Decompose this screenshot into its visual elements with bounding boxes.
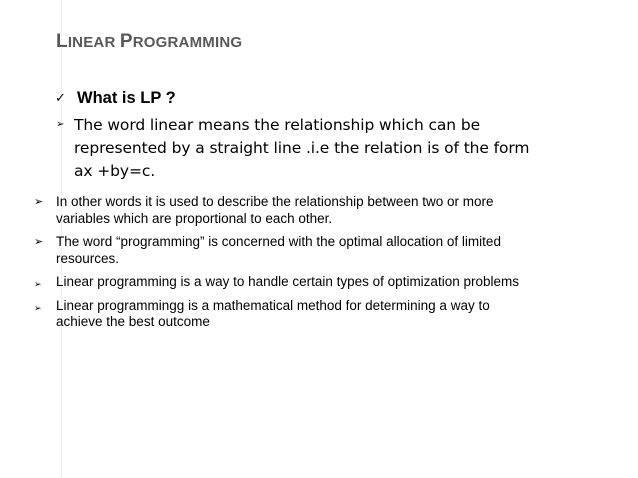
title-cap-l: L xyxy=(56,31,68,52)
title-cap-p: P xyxy=(119,31,133,52)
bullet-line: The word “programming” is concerned with the optimal allocation of limited xyxy=(56,234,501,249)
slide-title xyxy=(56,31,242,53)
check-icon: ✓ xyxy=(55,90,66,105)
definition-line: ax +by=c. xyxy=(74,162,156,180)
arrow-bullet-icon: ➢ xyxy=(34,279,42,289)
bullet-line: Linear programming is a way to handle certain types of optimization problems xyxy=(56,274,519,289)
definition-block xyxy=(56,114,616,183)
question-row xyxy=(55,86,176,110)
arrow-bullet-icon: ➢ xyxy=(34,302,42,313)
arrow-bullet-icon: ➢ xyxy=(56,119,65,130)
bullet-line: variables which are proportional to each other. xyxy=(56,210,333,226)
arrow-bullet-icon: ➢ xyxy=(34,196,44,208)
bullet-item xyxy=(34,234,624,267)
bullet-line: In other words it is used to describe the relationship between two or more xyxy=(56,194,494,209)
bullet-list xyxy=(34,194,624,338)
title-rest-2: ROGRAMMING xyxy=(132,34,243,51)
bullet-item xyxy=(34,298,624,331)
bullet-line: resources. xyxy=(56,250,120,266)
arrow-bullet-icon: ➢ xyxy=(34,236,44,248)
title-rest-1: INEAR xyxy=(67,34,120,51)
bullet-item xyxy=(34,274,624,291)
definition-line: The word linear means the relationship which can be xyxy=(74,116,481,134)
definition-line: represented by a straight line .i.e the relation is of the form xyxy=(74,139,530,157)
bullet-line: Linear programmingg is a mathematical method for determining a way to xyxy=(56,297,490,313)
definition-text xyxy=(74,114,616,183)
bullet-item xyxy=(34,194,624,227)
question-text: What is LP ? xyxy=(77,88,176,107)
bullet-line: achieve the best outcome xyxy=(56,314,210,329)
